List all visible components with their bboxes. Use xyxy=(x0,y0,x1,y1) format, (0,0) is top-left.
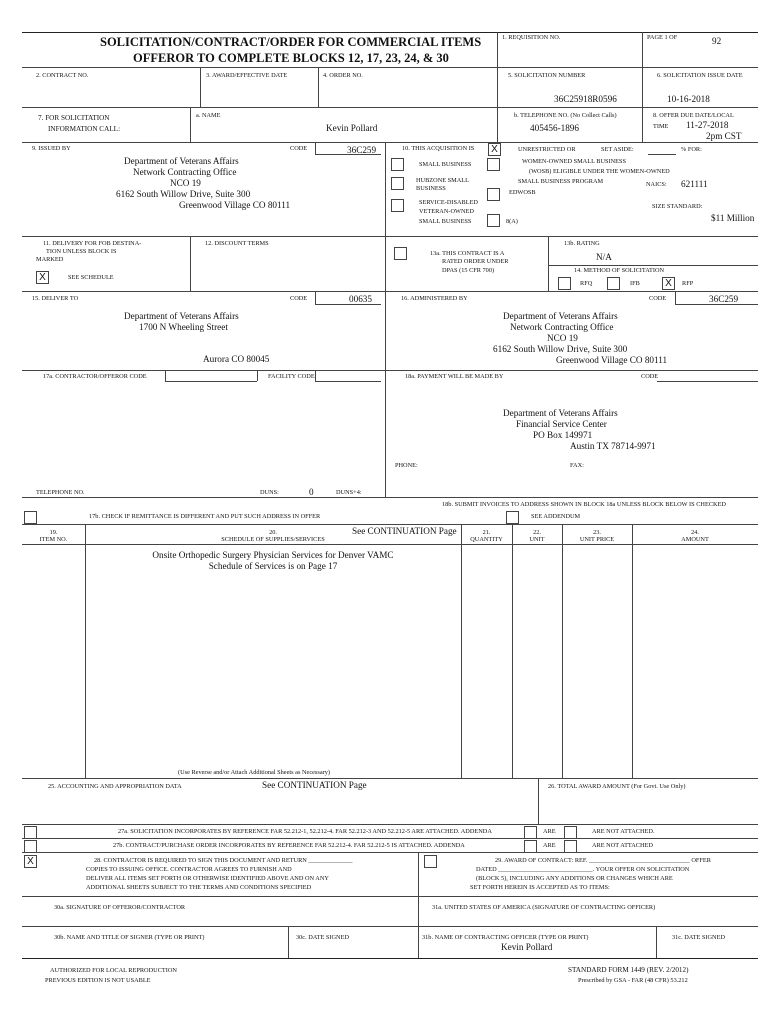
administered-by-line: Department of Veterans Affairs xyxy=(503,311,618,321)
divider xyxy=(497,32,498,67)
setaside-blank[interactable] xyxy=(648,154,676,155)
27b-checkbox[interactable] xyxy=(24,840,37,853)
co-name-label: 31b. NAME OF CONTRACTING OFFICER (TYPE OR PRINT) xyxy=(422,934,589,941)
27b-are-not-label: ARE NOT ATTACHED xyxy=(592,842,653,849)
small-business-label: SMALL BUSINESS xyxy=(419,161,472,168)
item-no-number: 19. xyxy=(49,529,58,536)
schedule-description: Onsite Orthopedic Surgery Physician Services for Denver VAMC xyxy=(152,550,394,560)
unit-number: 22. xyxy=(533,529,541,536)
contractor-sign-text-4: ADDITIONAL SHEETS SUBJECT TO THE TERMS AND CONDITIONS SPECIFIED xyxy=(86,884,312,891)
delivery-fob-label-3: MARKED xyxy=(36,256,64,263)
solicitation-info-label: 7. FOR SOLICITATION xyxy=(38,114,110,122)
divider xyxy=(22,524,758,525)
contact-telephone: 405456-1896 xyxy=(530,123,579,133)
see-addendum-label: SEE ADDENDUM xyxy=(531,513,581,520)
footer-form-number: STANDARD FORM 1449 (REV. 2/2012) xyxy=(568,966,689,974)
unit-price-number: 23. xyxy=(593,529,601,536)
code-underline xyxy=(165,381,257,382)
sdvosb-checkbox[interactable] xyxy=(391,199,404,212)
phone-label: PHONE: xyxy=(395,462,418,469)
divider xyxy=(318,67,319,107)
administered-by-code: 36C259 xyxy=(709,294,739,304)
see-schedule-checkbox[interactable]: X xyxy=(36,271,49,284)
wosb-label: WOMEN-OWNED SMALL BUSINESS xyxy=(522,158,627,165)
divider xyxy=(22,926,758,927)
divider xyxy=(642,67,643,107)
issued-by-line: Network Contracting Office xyxy=(133,167,237,177)
27a-are-not-label: ARE NOT ATTACHED. xyxy=(592,828,655,835)
payment-address-line: PO Box 149971 xyxy=(533,430,593,440)
offer-due-label: 8. OFFER DUE DATE/LOCAL xyxy=(653,112,734,119)
item-no-header: ITEM NO. xyxy=(39,536,68,543)
8a-label: 8(A) xyxy=(506,218,518,225)
rated-order-label: 13a. THIS CONTRACT IS A xyxy=(430,250,505,257)
co-date-signed-label: 31c. DATE SIGNED xyxy=(672,934,725,941)
duns4-label: DUNS+4: xyxy=(336,489,362,496)
code-label: CODE xyxy=(290,295,308,302)
divider xyxy=(22,838,758,839)
divider xyxy=(22,370,758,371)
time-label: TIME xyxy=(653,123,669,130)
divider xyxy=(512,524,513,778)
footer-authorized: AUTHORIZED FOR LOCAL REPRODUCTION xyxy=(50,967,177,974)
27b-are-checkbox[interactable] xyxy=(524,840,537,853)
27a-checkbox[interactable] xyxy=(24,826,37,839)
naics-value: 621111 xyxy=(681,179,708,189)
divider xyxy=(385,370,386,497)
duns-label: DUNS: xyxy=(260,489,279,496)
contact-name: Kevin Pollard xyxy=(326,123,378,133)
deliver-to-code: 00635 xyxy=(349,294,372,304)
hubzone-label-2: BUSINESS xyxy=(416,185,446,192)
divider xyxy=(385,142,386,370)
award-text-3: (BLOCK 5), INCLUDING ANY ADDITIONS OR CHANGES WHICH ARE xyxy=(476,875,673,882)
divider xyxy=(22,824,758,825)
code-label: CODE xyxy=(649,295,667,302)
issued-by-code: 36C259 xyxy=(347,145,377,155)
divider xyxy=(165,370,166,381)
delivery-fob-label: 11. DELIVERY FOR FOB DESTINA- xyxy=(43,240,142,247)
rated-order-label-3: DPAS (15 CFR 700) xyxy=(442,267,495,274)
administered-by-line: Greenwood Village CO 80111 xyxy=(556,355,668,365)
use-reverse-note: (Use Reverse and/or Attach Additional Sheets as Necessary) xyxy=(178,769,330,776)
divider xyxy=(418,852,419,896)
divider xyxy=(22,852,758,853)
divider xyxy=(315,292,316,304)
27b-are-not-checkbox[interactable] xyxy=(564,840,577,853)
rating-label: 13b. RATING xyxy=(564,240,600,247)
divider xyxy=(548,236,549,291)
divider xyxy=(642,107,643,142)
divider xyxy=(22,67,758,68)
divider xyxy=(190,236,191,291)
unrestricted-label: UNRESTRICTED OR xyxy=(518,146,576,153)
rated-order-checkbox[interactable] xyxy=(394,247,407,260)
27b-label: 27b. CONTRACT/PURCHASE ORDER INCORPORATES BY REFERENCE FAR 52.212-4. FAR 52.212-5 IS ATTACHED. ADDENDA xyxy=(113,842,465,849)
payment-address-line: Department of Veterans Affairs xyxy=(503,408,618,418)
form-title: SOLICITATION/CONTRACT/ORDER FOR COMMERCIAL ITEMS xyxy=(100,35,482,49)
deliver-to-label: 15. DELIVER TO xyxy=(32,295,79,302)
top-border xyxy=(22,32,758,33)
issued-by-line: NCO 19 xyxy=(170,178,201,188)
contractor-sign-text-3: DELIVER ALL ITEMS SET FORTH OR OTHERWISE IDENTIFIED ABOVE AND ON ANY xyxy=(86,875,329,882)
solicitation-issue-date-label: 6. SOLICITATION ISSUE DATE xyxy=(657,72,743,79)
total-award-label: 26. TOTAL AWARD AMOUNT (For Govt. Use Only) xyxy=(548,783,686,790)
co-signature-label: 31a. UNITED STATES OF AMERICA (SIGNATURE OF CONTRACTING OFFICER) xyxy=(432,904,656,911)
method-label: 14. METHOD OF SOLICITATION xyxy=(574,267,665,274)
code-label: CODE xyxy=(290,145,308,152)
divider xyxy=(288,926,289,958)
size-standard-value: $11 Million xyxy=(711,213,755,223)
27a-are-label: ARE xyxy=(543,828,556,835)
rfq-checkbox[interactable] xyxy=(558,277,571,290)
divider xyxy=(22,896,758,897)
27b-are-label: ARE xyxy=(543,842,556,849)
footer-prescribed: Prescribed by GSA - FAR (48 CFR) 53.212 xyxy=(578,977,688,984)
amount-number: 24. xyxy=(691,529,699,536)
wosb-checkbox[interactable] xyxy=(487,158,500,171)
divider xyxy=(538,778,539,824)
solicitation-info-label-2: INFORMATION CALL: xyxy=(48,125,121,133)
issued-by-label: 9. ISSUED BY xyxy=(32,145,71,152)
date-signed-label: 30c. DATE SIGNED xyxy=(296,934,349,941)
footer-previous: PREVIOUS EDITION IS NOT USABLE xyxy=(45,977,151,984)
offer-due-date: 11-27-2018 xyxy=(686,120,729,130)
telephone-label: b. TELEPHONE NO. (No Collect Calls) xyxy=(514,112,617,119)
divider xyxy=(22,236,758,237)
accounting-value: See CONTINUATION Page xyxy=(262,780,367,790)
code-underline xyxy=(315,381,381,382)
payment-address-line: Austin TX 78714-9971 xyxy=(570,441,656,451)
name-label: a. NAME xyxy=(196,112,221,119)
schedule-number: 20. xyxy=(269,529,277,536)
contractor-sign-checkbox[interactable]: X xyxy=(24,855,37,868)
contract-no-label: 2. CONTRACT NO. xyxy=(36,72,89,79)
size-standard-label: SIZE STANDARD: xyxy=(652,203,703,210)
deliver-to-line: 1700 N Wheeling Street xyxy=(139,322,228,332)
award-text-2: DATED ______________________________. YOUR OFFER ON SOLICITATION xyxy=(476,866,690,873)
hubzone-checkbox[interactable] xyxy=(391,177,404,190)
deliver-to-line: Department of Veterans Affairs xyxy=(124,311,239,321)
27a-label: 27a. SOLICITATION INCORPORATES BY REFERENCE FAR 52.212-1, 52.212-4. FAR 52.212-3 AND 52.212-5 ARE ATTACHED. ADDENDA xyxy=(118,828,492,835)
remittance-label: 17b. CHECK IF REMITTANCE IS DIFFERENT AND PUT SUCH ADDRESS IN OFFER xyxy=(89,513,321,520)
divider xyxy=(22,142,758,143)
rfp-label: RFP xyxy=(682,280,694,287)
ifb-label: IFB xyxy=(630,280,640,287)
27a-are-checkbox[interactable] xyxy=(524,826,537,839)
sdvosb-label-3: SMALL BUSINESS xyxy=(419,218,472,225)
sdvosb-label: SERVICE-DISABLED xyxy=(419,199,478,206)
administered-by-line: 6162 South Willow Drive, Suite 300 xyxy=(493,344,628,354)
rfq-label: RFQ xyxy=(580,280,593,287)
requisition-label: 1. REQUISITION NO. xyxy=(502,34,561,41)
issued-by-line: 6162 South Willow Drive, Suite 300 xyxy=(116,189,251,199)
order-no-label: 4. ORDER NO. xyxy=(323,72,363,79)
divider xyxy=(642,32,643,67)
unit-price-header: UNIT PRICE xyxy=(579,536,615,543)
accounting-label: 25. ACCOUNTING AND APPROPRIATION DATA xyxy=(48,783,182,790)
unit-header: UNIT xyxy=(529,536,545,543)
remittance-checkbox[interactable] xyxy=(24,511,37,524)
divider xyxy=(22,778,758,779)
divider xyxy=(315,143,316,155)
naics-label: NAICS: xyxy=(646,181,667,188)
invoice-label: 18b. SUBMIT INVOICES TO ADDRESS SHOWN IN BLOCK 18a UNLESS BLOCK BELOW IS CHECKED xyxy=(442,501,726,508)
administered-by-line: NCO 19 xyxy=(547,333,578,343)
offeror-signature-label: 30a. SIGNATURE OF OFFEROR/CONTRACTOR xyxy=(54,904,186,911)
see-schedule-label: SEE SCHEDULE xyxy=(68,274,114,281)
code-underline xyxy=(657,381,758,382)
divider xyxy=(461,524,462,778)
fax-label: FAX: xyxy=(570,462,584,469)
telephone-no-label: TELEPHONE NO. xyxy=(36,489,85,496)
schedule-description-2: Schedule of Services is on Page 17 xyxy=(208,561,338,571)
divider xyxy=(315,370,316,381)
contractor-sign-text: 28. CONTRACTOR IS REQUIRED TO SIGN THIS DOCUMENT AND RETURN ______________ xyxy=(94,857,353,864)
divider xyxy=(497,67,498,107)
divider xyxy=(200,67,201,107)
payment-address-line: Financial Service Center xyxy=(516,419,607,429)
wosb-label-3: SMALL BUSINESS PROGRAM xyxy=(518,178,604,185)
administered-by-line: Network Contracting Office xyxy=(510,322,614,332)
divider xyxy=(497,107,498,142)
quantity-number: 21. xyxy=(482,529,491,536)
acquisition-label: 10. THIS ACQUISITION IS xyxy=(402,145,475,152)
discount-terms-label: 12. DISCOUNT TERMS xyxy=(205,240,269,247)
divider xyxy=(22,497,758,498)
edwosb-label: EDWOSB xyxy=(509,189,536,196)
award-text-4: SET FORTH HEREIN IS ACCEPTED AS TO ITEMS: xyxy=(470,884,610,891)
payment-label: 18a. PAYMENT WILL BE MADE BY xyxy=(405,373,504,380)
edwosb-checkbox[interactable] xyxy=(487,188,500,201)
8a-checkbox[interactable] xyxy=(487,214,500,227)
co-name-value: Kevin Pollard xyxy=(501,942,553,952)
delivery-fob-label-2: TION UNLESS BLOCK IS xyxy=(46,248,117,255)
award-text: 29. AWARD OF CONTRACT: REF. ________________________________ OFFER xyxy=(495,857,711,864)
sdvosb-label-2: VETERAN-OWNED xyxy=(419,208,474,215)
divider xyxy=(418,896,419,958)
offer-due-time: 2pm CST xyxy=(706,131,742,141)
page-label: PAGE 1 OF xyxy=(647,34,678,41)
award-checkbox[interactable] xyxy=(424,855,437,868)
divider xyxy=(656,926,657,958)
27a-are-not-checkbox[interactable] xyxy=(564,826,577,839)
unrestricted-checkbox[interactable]: X xyxy=(488,143,501,156)
setaside-label: SET ASIDE: xyxy=(601,146,634,153)
ifb-checkbox[interactable] xyxy=(607,277,620,290)
setaside-pct-label: % FOR: xyxy=(681,146,702,153)
contractor-sign-text-2: COPIES TO ISSUING OFFICE. CONTRACTOR AGREES TO FURNISH AND xyxy=(86,866,292,873)
divider xyxy=(190,107,191,142)
deliver-to-city: Aurora CO 80045 xyxy=(203,354,270,364)
solicitation-number: 36C25918R0596 xyxy=(554,94,617,104)
wosb-label-2: (WOSB) ELIGIBLE UNDER THE WOMEN-OWNED xyxy=(529,168,670,175)
divider xyxy=(22,291,758,292)
administered-by-label: 16. ADMINISTERED BY xyxy=(401,295,468,302)
divider xyxy=(22,544,758,545)
divider xyxy=(675,292,676,304)
signer-name-label: 30b. NAME AND TITLE OF SIGNER (TYPE OR PRINT) xyxy=(54,934,205,941)
divider xyxy=(548,265,758,266)
award-date-label: 3. AWARD/EFFECTIVE DATE xyxy=(206,72,288,79)
divider xyxy=(632,524,633,778)
rating-value: N/A xyxy=(596,252,612,262)
amount-header: AMOUNT xyxy=(681,536,709,543)
divider xyxy=(562,524,563,778)
schedule-header: SCHEDULE OF SUPPLIES/SERVICES xyxy=(221,536,325,543)
small-business-checkbox[interactable] xyxy=(391,158,404,171)
divider xyxy=(22,107,758,108)
contractor-label: 17a. CONTRACTOR/OFFEROR CODE xyxy=(43,373,147,380)
solicitation-issue-date: 10-16-2018 xyxy=(667,94,710,104)
divider xyxy=(257,370,258,381)
rated-order-label-2: RATED ORDER UNDER xyxy=(442,258,509,265)
bottom-border xyxy=(22,958,758,959)
payment-code-label: CODE xyxy=(641,373,659,380)
addendum-checkbox[interactable] xyxy=(506,511,519,524)
facility-code-label: FACILITY CODE xyxy=(268,373,315,380)
quantity-header: QUANTITY xyxy=(470,536,503,543)
issued-by-line: Greenwood Village CO 80111 xyxy=(179,200,291,210)
hubzone-label: HUBZONE SMALL xyxy=(416,177,469,184)
page-total: 92 xyxy=(712,36,722,46)
schedule-continuation: See CONTINUATION Page xyxy=(352,526,457,536)
rfp-checkbox[interactable]: X xyxy=(662,277,675,290)
solicitation-number-label: 5. SOLICITATION NUMBER xyxy=(508,72,586,79)
issued-by-line: Department of Veterans Affairs xyxy=(124,156,239,166)
form-subtitle: OFFEROR TO COMPLETE BLOCKS 12, 17, 23, 24, & 30 xyxy=(133,51,449,65)
duns-value: 0 xyxy=(309,487,314,497)
